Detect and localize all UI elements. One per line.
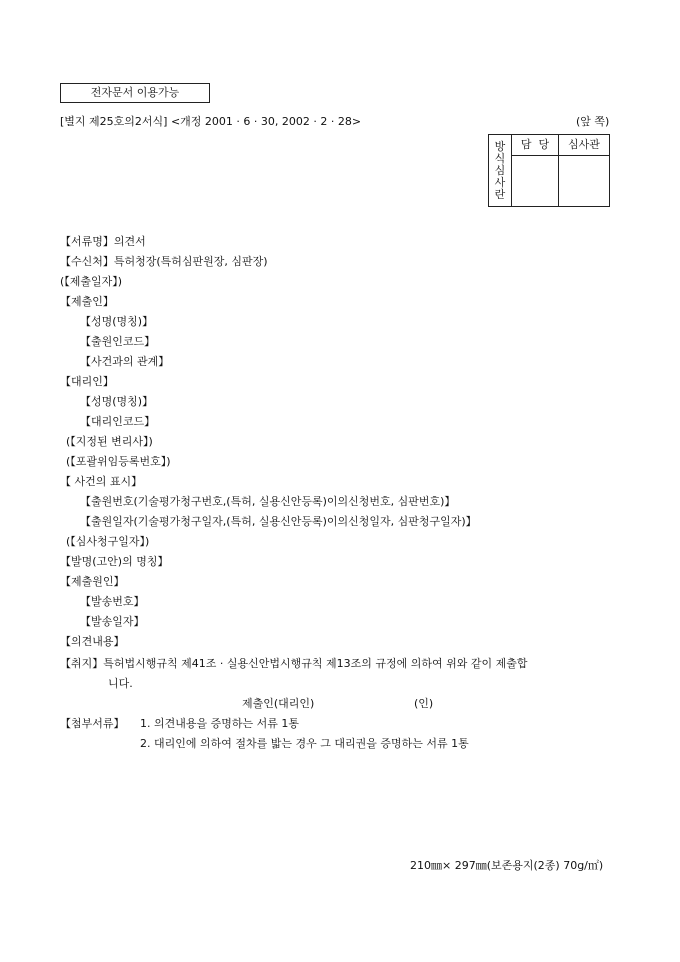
general-power-line: (【포괄위임등록번호】) (66, 455, 171, 468)
doc-type-line: 【서류명】의견서 (60, 235, 146, 248)
application-number-line: 【출원번호(기술평가청구번호,(특허, 실용신안등록)이의신청번호, 심판번호)】 (80, 495, 456, 508)
purpose-line: 【취지】특허법시행규칙 제41조 · 실용신안법시행규칙 제13조의 규정에 의하여 위와 같이 제출합 (60, 657, 528, 670)
application-date-line: 【출원일자(기술평가청구일자,(특허, 실용신안등록)이의신청일자, 심판청구일자)】 (80, 515, 477, 528)
review-col-examiner: 심사관 (559, 135, 610, 156)
invention-title-line: 【발명(고안)의 명칭】 (60, 555, 169, 568)
signature-label: 제출인(대리인) (242, 697, 315, 710)
submitter-name-line: 【성명(명칭)】 (80, 315, 154, 328)
review-cell-staff (512, 156, 559, 207)
designated-attorney-line: (【지정된 변리사】) (66, 435, 153, 448)
page-side-label: (앞 쪽) (576, 115, 610, 128)
review-cell-examiner (559, 156, 610, 207)
label-char: 식 (494, 151, 506, 165)
submission-cause-line: 【제출원인】 (60, 575, 125, 588)
paper-spec-footer: 210㎜× 297㎜(보존용지(2종) 70g/㎡) (410, 859, 604, 872)
case-indication-line: 【 사건의 표시】 (60, 475, 143, 488)
exam-request-date-line: (【심사청구일자】) (66, 535, 150, 548)
review-table-label (489, 135, 512, 207)
attachment-item-1: 1. 의견내용을 증명하는 서류 1통 (140, 717, 299, 730)
seal-mark: (인) (414, 697, 434, 710)
agent-name-line: 【성명(명칭)】 (80, 395, 154, 408)
review-col-staff: 담 당 (512, 135, 559, 156)
form-header: [별지 제25호의2서식] <개정 2001 · 6 · 30, 2002 · 2 · 28> (60, 115, 362, 128)
agent-line: 【대리인】 (60, 375, 114, 388)
applicant-code-line: 【출원인코드】 (80, 335, 156, 348)
opinion-content-line: 【의견내용】 (60, 635, 125, 648)
attachments-label: 【첨부서류】 (60, 717, 125, 730)
e-document-badge: 전자문서 이용가능 (60, 83, 210, 103)
case-relation-line: 【사건과의 관계】 (80, 355, 170, 368)
recipient-line: 【수신처】특허청장(특허심판원장, 심판장) (60, 255, 268, 268)
attachment-item-2: 2. 대리인에 의하여 절차를 밟는 경우 그 대리권을 증명하는 서류 1통 (140, 737, 469, 750)
purpose-line-continued: 니다. (108, 677, 133, 690)
dispatch-number-line: 【발송번호】 (80, 595, 145, 608)
label-char: 심 (494, 163, 506, 177)
label-char: 란 (494, 187, 506, 201)
label-char: 사 (494, 175, 506, 189)
submitter-line: 【제출인】 (60, 295, 114, 308)
dispatch-date-line: 【발송일자】 (80, 615, 145, 628)
label-char: 방 (494, 139, 506, 153)
agent-code-line: 【대리인코드】 (80, 415, 156, 428)
review-table (488, 134, 610, 207)
submission-date-line: (【제출일자】) (60, 275, 123, 288)
